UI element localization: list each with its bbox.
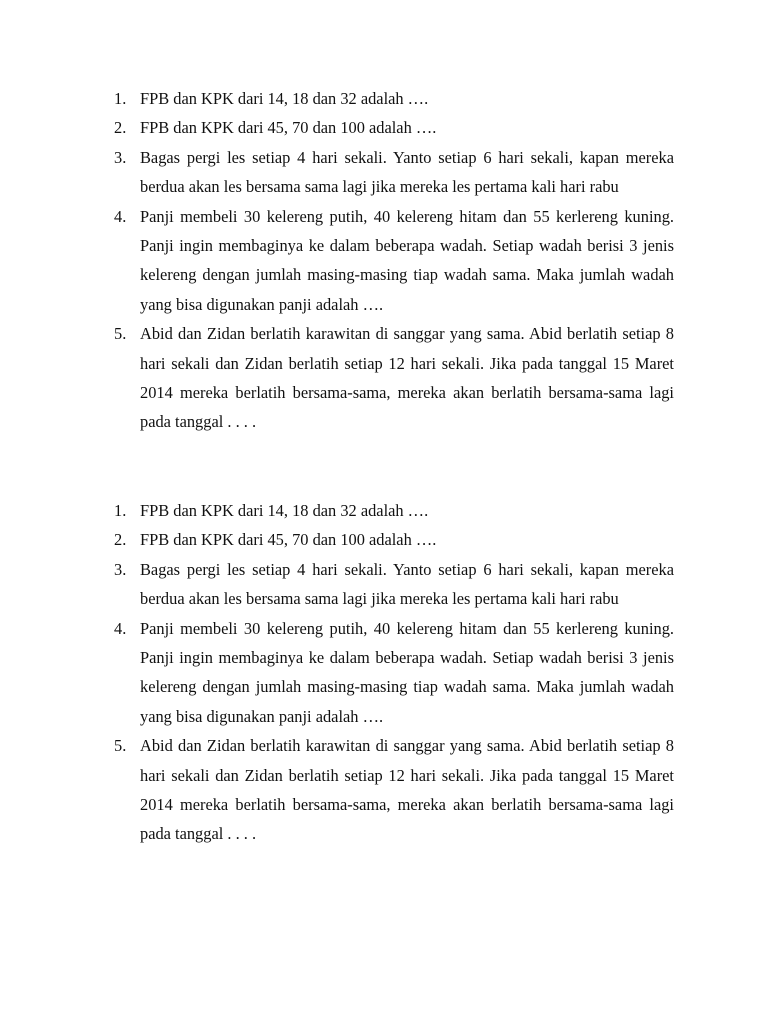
question-number: 4.	[114, 206, 127, 226]
question-number: 5.	[114, 736, 127, 756]
question-text: Panji membeli 30 kelereng putih, 40 kelereng hitam dan 55 kerlereng kuning. Panji ingin membaginya ke dalam beberapa wadah. Setiap wadah berisi 3 jenis kelereng dengan jumlah masing-masing tiap wadah sama. Maka jumlah wadah yang bisa digunakan panji adalah ….	[140, 618, 674, 726]
question-item	[114, 496, 674, 525]
question-item	[114, 731, 674, 849]
question-item	[114, 555, 674, 614]
question-item	[114, 614, 674, 732]
question-number: 3.	[114, 147, 127, 167]
question-number: 2.	[114, 530, 127, 550]
question-item	[114, 143, 674, 202]
question-item	[114, 525, 674, 554]
question-number: 2.	[114, 118, 127, 138]
question-text: Bagas pergi les setiap 4 hari sekali. Yanto setiap 6 hari sekali, kapan mereka berdua akan les bersama sama lagi jika mereka les pertama kali hari rabu	[140, 147, 674, 197]
question-text: Abid dan Zidan berlatih karawitan di sanggar yang sama. Abid berlatih setiap 8 hari sekali dan Zidan berlatih setiap 12 hari sekali. Jika pada tanggal 15 Maret 2014 mereka berlatih bersama-sama, mereka akan berlatih bersama-sama lagi pada tanggal . . . .	[140, 736, 674, 844]
question-list-second	[114, 496, 674, 849]
question-number: 3.	[114, 559, 127, 579]
question-text: FPB dan KPK dari 14, 18 dan 32 adalah ….	[140, 501, 429, 520]
question-item	[114, 113, 674, 142]
question-item	[114, 202, 674, 320]
question-item	[114, 319, 674, 437]
question-number: 4.	[114, 618, 127, 638]
question-text: FPB dan KPK dari 45, 70 dan 100 adalah ….	[140, 530, 437, 550]
question-list-first	[114, 84, 674, 437]
question-text: Abid dan Zidan berlatih karawitan di sanggar yang sama. Abid berlatih setiap 8 hari sekali dan Zidan berlatih setiap 12 hari sekali. Jika pada tanggal 15 Maret 2014 mereka berlatih bersama-sama, mereka akan berlatih bersama-sama lagi pada tanggal . . . .	[140, 324, 674, 432]
question-text: FPB dan KPK dari 45, 70 dan 100 adalah ….	[140, 118, 437, 138]
question-item	[114, 84, 674, 113]
question-text: Bagas pergi les setiap 4 hari sekali. Yanto setiap 6 hari sekali, kapan mereka berdua akan les bersama sama lagi jika mereka les pertama kali hari rabu	[140, 559, 674, 609]
question-text: Panji membeli 30 kelereng putih, 40 kelereng hitam dan 55 kerlereng kuning. Panji ingin membaginya ke dalam beberapa wadah. Setiap wadah berisi 3 jenis kelereng dengan jumlah masing-masing tiap wadah sama. Maka jumlah wadah yang bisa digunakan panji adalah ….	[140, 206, 674, 314]
question-number: 1.	[114, 501, 127, 520]
question-text: FPB dan KPK dari 14, 18 dan 32 adalah ….	[140, 89, 429, 108]
question-number: 1.	[114, 89, 127, 108]
question-number: 5.	[114, 324, 127, 344]
